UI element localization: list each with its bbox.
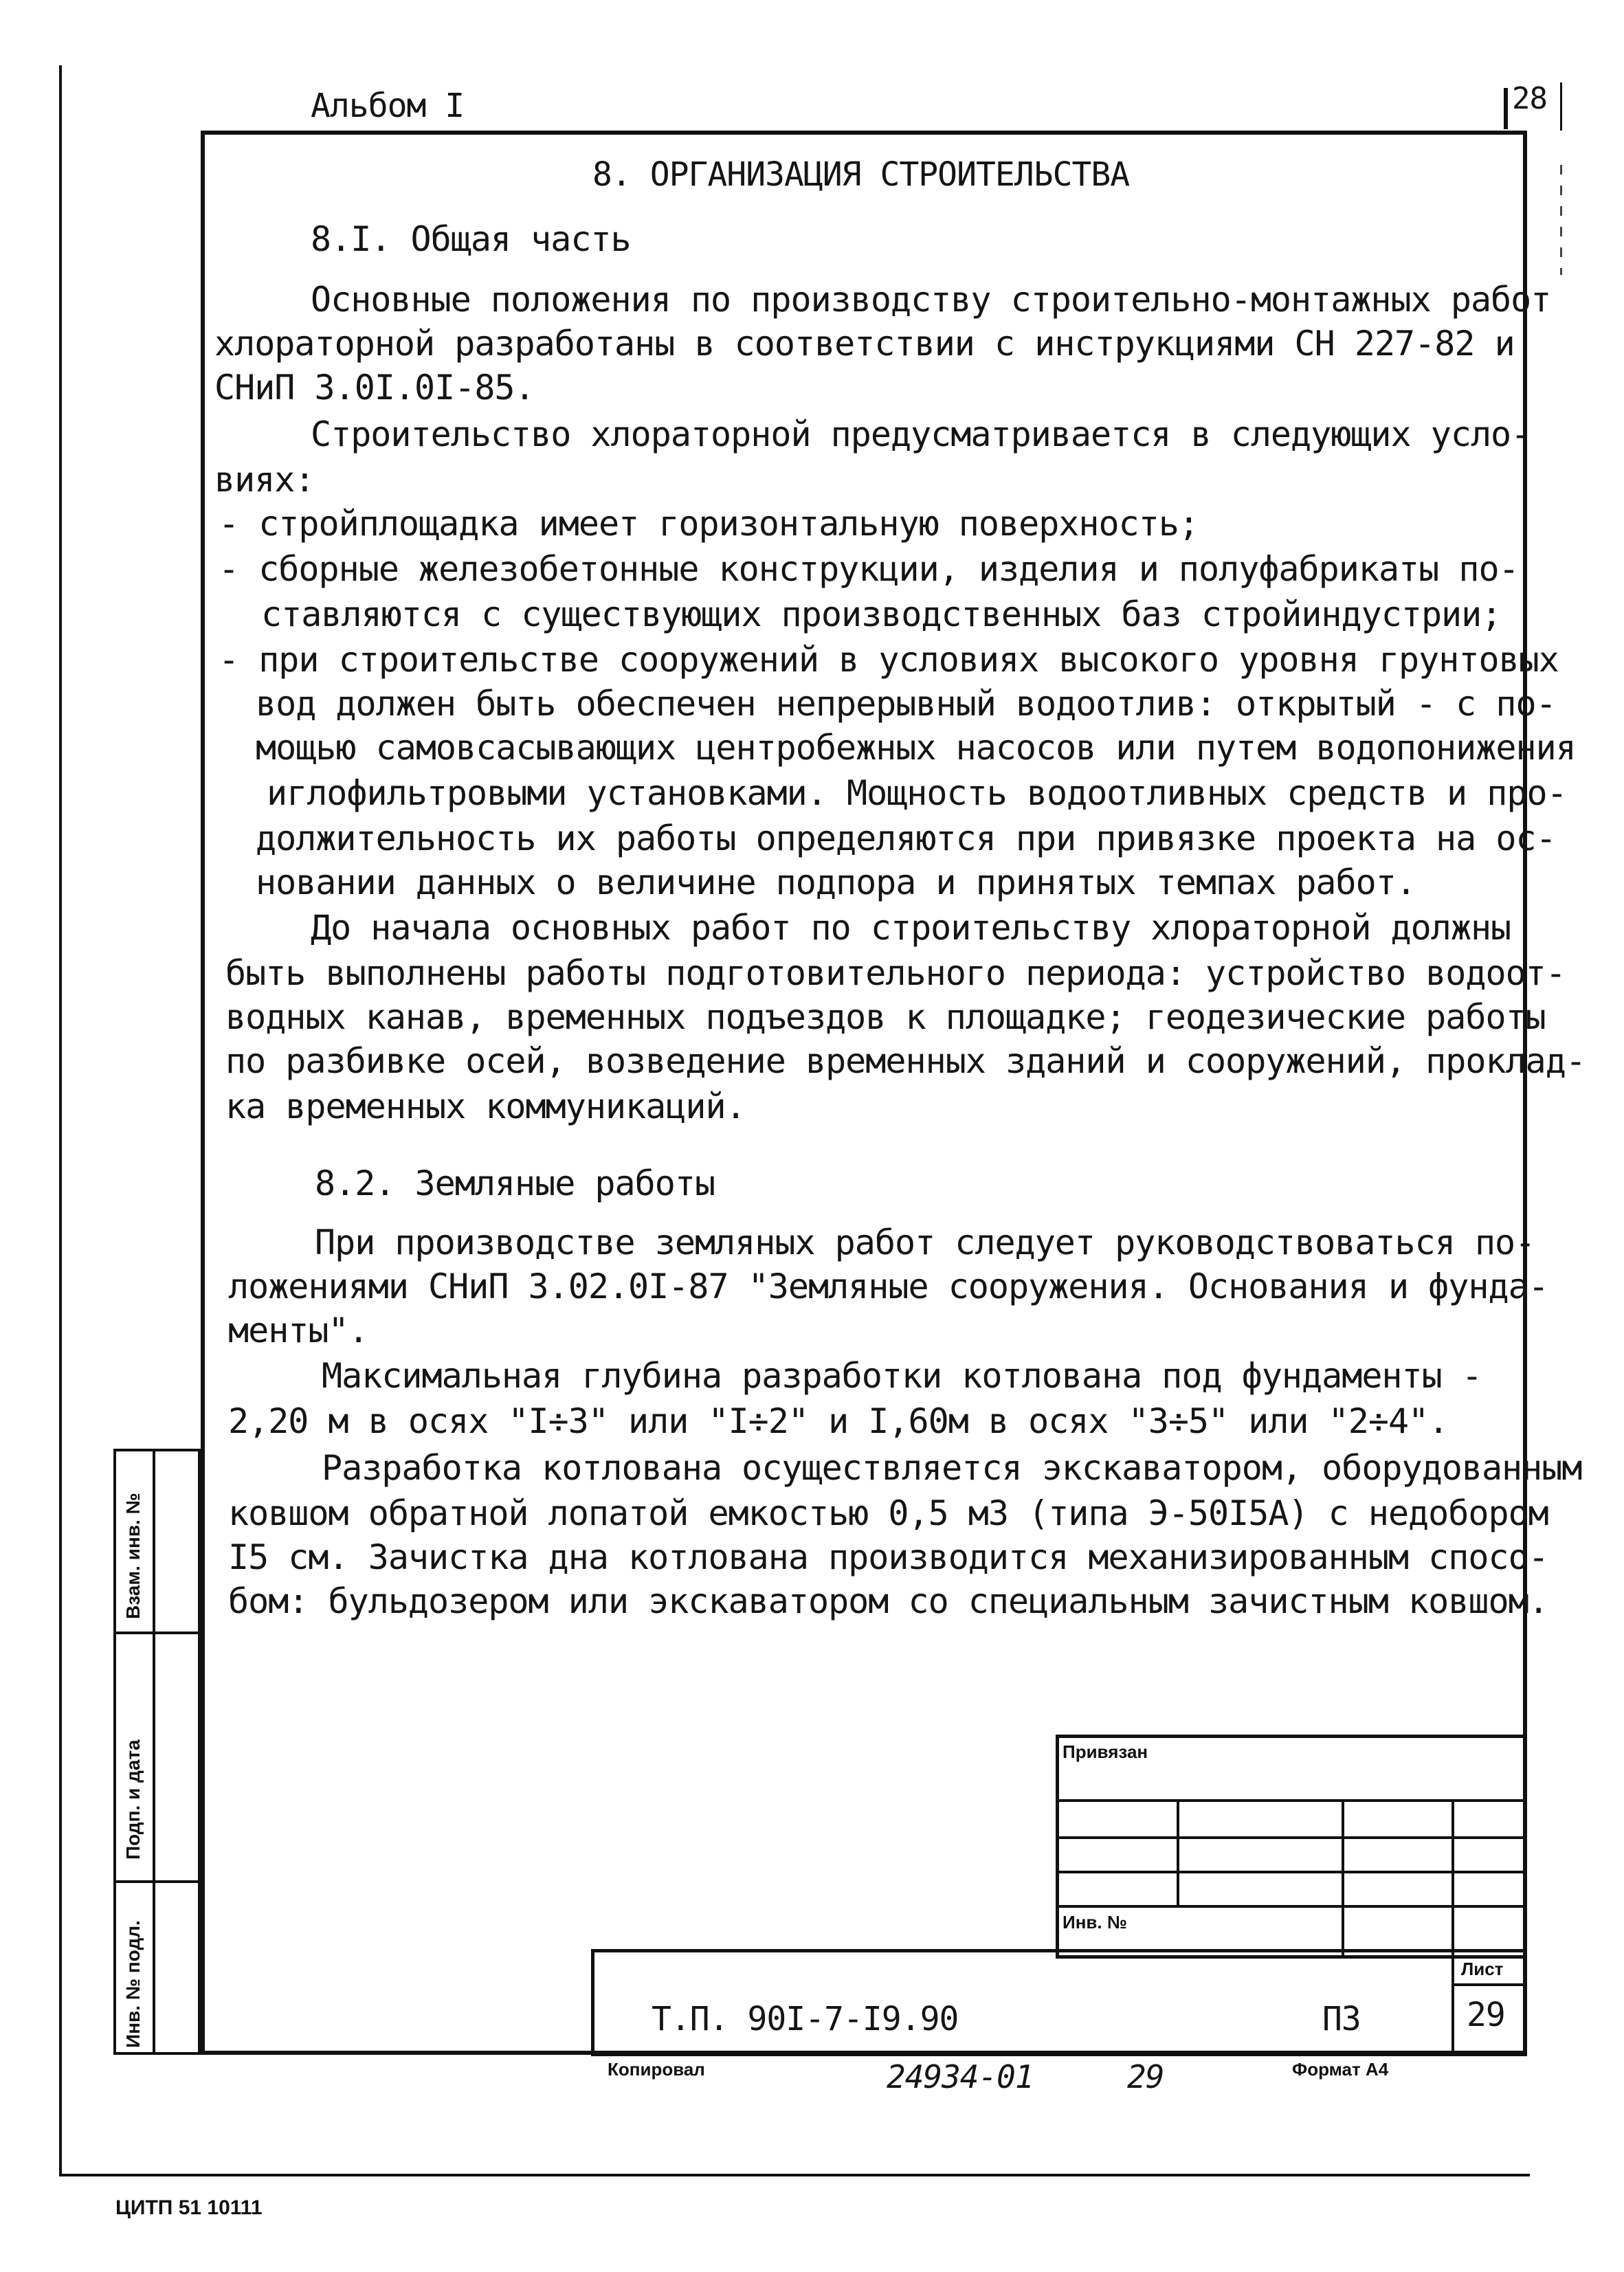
stamp-sheet-divider [1451,1949,1454,2056]
s1-line: вод должен быть обеспечен непрерывный водоотлив: открытый - с по- [256,684,1556,724]
priv-h4 [1056,1905,1527,1908]
s1-line: - сборные железобетонные конструкции, изделия и полуфабрикаты по- [219,549,1519,589]
s1-line: по разбивке осей, возведение временных зданий и сооружений, проклад- [225,1041,1586,1081]
s1-line: Основные положения по производству строительно-монтажных работ [311,280,1551,320]
s1-line: иглофильтровыми установками. Мощность водоотливных средств и про- [267,773,1567,813]
s2-line: ложениями СНиП 3.02.0I-87 "Земляные сооружения. Основания и фунда- [228,1267,1548,1306]
side-h2 [113,1880,201,1883]
section-title: 8. ОРГАНИЗАЦИЯ СТРОИТЕЛЬСТВА [592,155,1130,194]
left-margin-line [59,65,62,2175]
right-edge-dash [1560,165,1562,275]
s1-line: мощью самовсасывающих центробежных насосов или путем водопонижения [256,728,1576,768]
s2-line: ковшом обратной лопатой емкостью 0,5 м3 (типа Э-50I5А) с недобором [228,1493,1548,1533]
org-code: ЦИТП 51 10111 [115,2196,263,2219]
inv-podl-label: Инв. № подл. [122,1920,144,2048]
priv-h2 [1056,1836,1527,1839]
format-label: Формат А4 [1292,2059,1389,2080]
s2-line: 2,20 м в осях "I÷3" или "I÷2" и I,60м в осях "3÷5" или "2÷4". [228,1401,1449,1441]
inv-no-label: Инв. № [1063,1912,1127,1933]
kopiroval-label: Копировал [608,2059,705,2080]
order-sheet: 29 [1127,2058,1164,2095]
s1-line: новании данных о величине подпора и принятых темпах работ. [256,862,1416,902]
s1-line: хлораторной разработаны в соответствии с инструкциями СН 227-82 и [214,324,1515,364]
privyazan-label: Привязан [1063,1741,1148,1762]
s2-line: бом: бульдозером или экскаватором со специальным зачистным ковшом. [228,1581,1548,1621]
priv-h3 [1056,1871,1527,1873]
s1-line: виях: [214,460,315,500]
s1-line: - стройплощадка имеет горизонтальную поверхность; [219,504,1199,544]
sheet-number: 29 [1467,1996,1505,2034]
doc-type: ПЗ [1322,2000,1361,2038]
order-number: 24934-01 [887,2058,1034,2095]
right-edge-mark [1560,82,1562,131]
vzam-label: Взам. инв. № [122,1493,144,1619]
s1-line: ставляются с существующих производственных баз стройиндустрии; [261,594,1502,634]
priv-v2 [1342,1799,1344,1959]
section-2-heading: 8.2. Земляные работы [315,1163,715,1203]
s2-line: менты". [228,1311,368,1350]
side-col-divider [153,1449,155,2055]
s2-line: I5 см. Зачистка дна котлована производится механизированным спосо- [228,1537,1548,1577]
page-corner-number: 28 [1512,81,1547,116]
stamp-sheet-hline [1451,1983,1527,1986]
side-h1 [113,1631,201,1634]
priv-v1 [1177,1799,1179,1908]
s1-line: Строительство хлораторной предусматривается в следующих усло- [311,414,1531,454]
s1-line: водных канав, временных подъездов к площадке; геодезические работы [225,997,1546,1037]
podp-label: Подп. и дата [122,1739,144,1860]
album-label: Альбом I [311,87,465,125]
s1-line: быть выполнены работы подготовительного периода: устройство водоот- [225,953,1566,993]
doc-code: Т.П. 90I-7-I9.90 [652,2000,959,2038]
s1-line: ка временных коммуникаций. [225,1087,746,1126]
priv-h1 [1056,1799,1527,1802]
bottom-trim-line [59,2174,1530,2176]
s2-line: При производстве земляных работ следует руководствоваться по- [315,1223,1535,1262]
section-1-heading: 8.I. Общая часть [311,219,631,259]
s2-line: Максимальная глубина разработки котлована под фундаменты - [322,1356,1482,1396]
sheet-label: Лист [1461,1959,1504,1979]
priv-v3 [1451,1799,1454,1959]
s1-line: должительность их работы определяются при привязке проекта на ос- [256,818,1556,858]
header-rule [1504,88,1508,129]
s1-line: До начала основных работ по строительству хлораторной должны [311,908,1511,948]
s2-line: Разработка котлована осуществляется экскаватором, оборудованным [322,1448,1582,1488]
s1-line: - при строительстве сооружений в условиях высокого уровня грунтовых [219,640,1559,680]
s1-line: СНиП 3.0I.0I-85. [214,368,535,408]
